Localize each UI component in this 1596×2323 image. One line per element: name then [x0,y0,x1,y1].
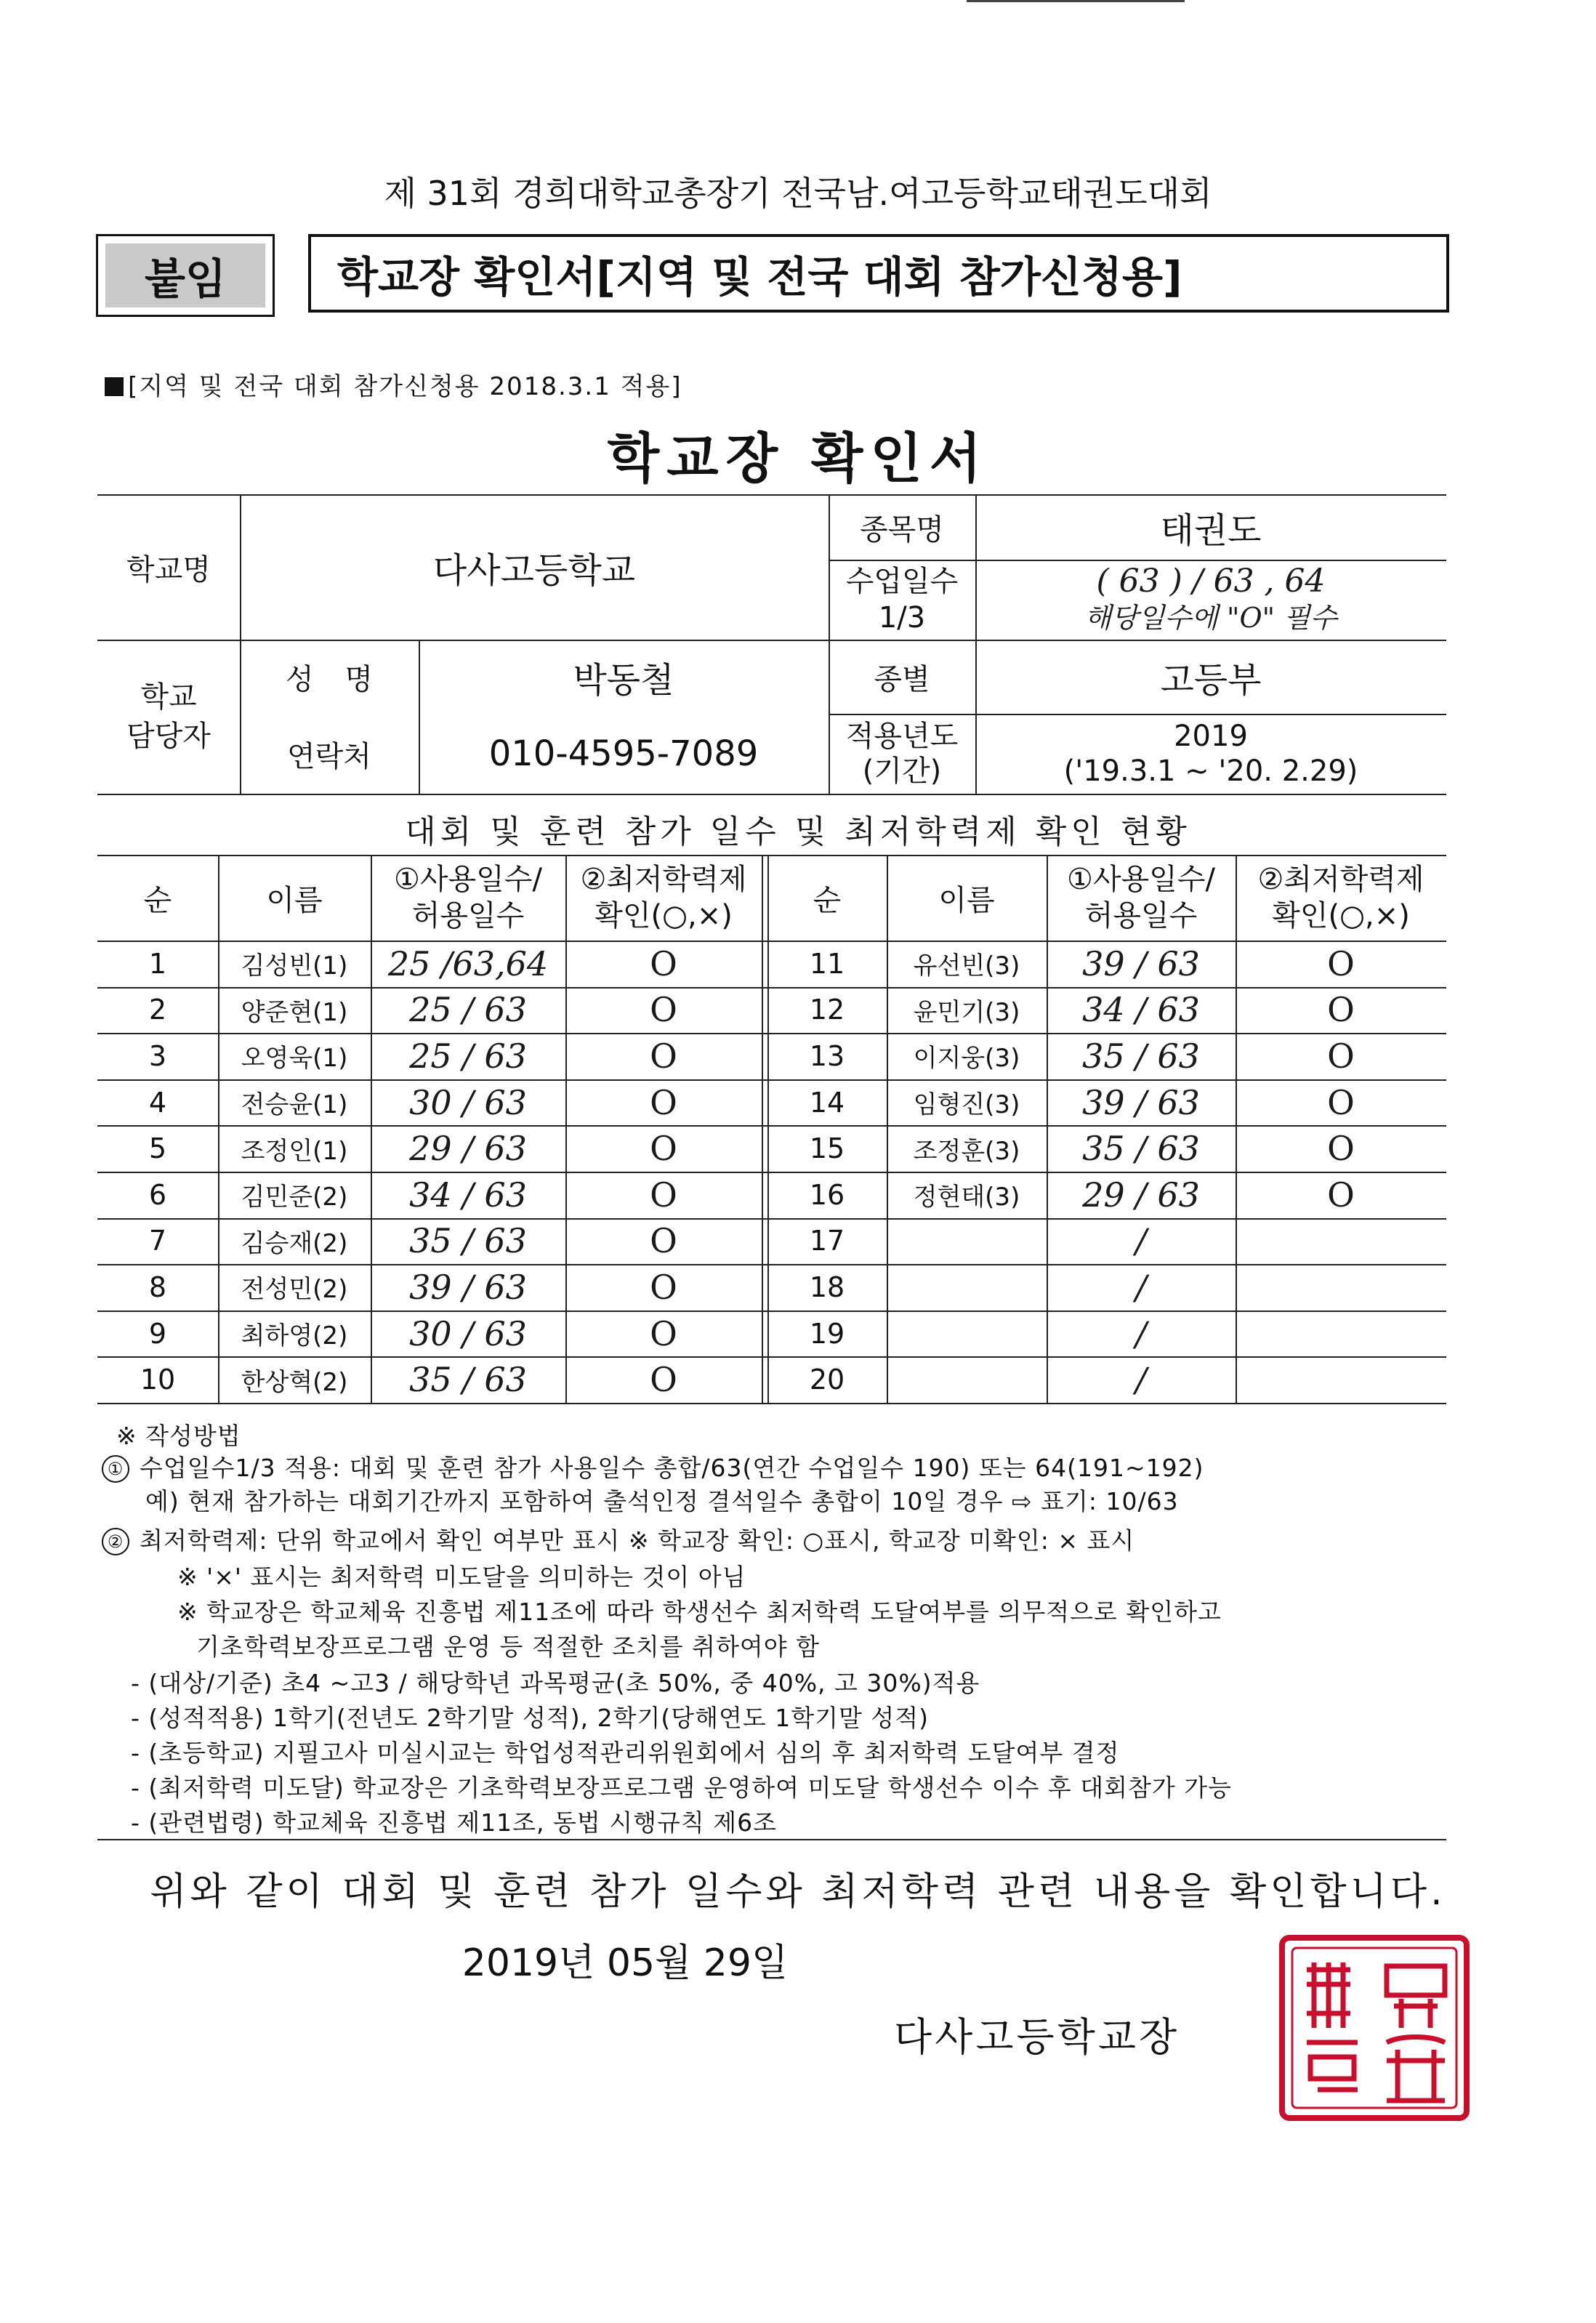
student-name [887,1218,1047,1265]
staff-label-1: 학교 [140,680,197,714]
days-used-value: 39 / 63 [409,1267,527,1307]
header-days-2: 허용일수 [411,899,525,933]
student-name [887,1264,1047,1311]
days-used-value: / [1135,1360,1147,1400]
days-used-value: 25 / 63 [409,990,527,1030]
days-used-value: 34 / 63 [1082,990,1200,1030]
header-min-1: ②최저학력제 [580,863,747,896]
row-number: 4 [148,1086,167,1119]
header-name-right: 이름 [938,883,995,917]
student-name: 이지웅(3) [913,1044,1020,1074]
method-line-3 [102,1522,1134,1556]
row-number: 9 [148,1317,167,1350]
min-academic-check: O [650,943,677,983]
student-name: 한상혁(2) [241,1367,348,1397]
year-label-2: (기간) [862,754,942,788]
class-days-label-1: 수업일수 [845,565,959,598]
min-academic-check [1236,1311,1446,1357]
days-used-value: 39 / 63 [1082,1082,1200,1122]
method-line-1-text: 수업일수1/3 적용: 대회 및 훈련 참가 사용일수 총합/63(연간 수업일수 190) 또는 64(191~192) [140,1454,1204,1482]
student-name: 유선빈(3) [913,951,1020,981]
row-number: 20 [809,1364,845,1396]
student-name: 김민준(2) [241,1183,348,1212]
min-academic-check: O [650,1313,677,1353]
row-number: 7 [148,1225,167,1257]
bullet-square-icon [105,377,124,396]
method-line-7: - (대상/기준) 초4 ~고3 / 해당학년 과목평균(초 50%, 중 40%, 고 30%)적용 [131,1669,980,1697]
row-number: 2 [148,994,167,1026]
contact-label: 연락처 [287,739,371,773]
student-name: 양준현(1) [241,997,348,1027]
min-academic-check: O [1327,1036,1355,1076]
student-name: 오영욱(1) [241,1044,348,1074]
year-value [975,714,1446,794]
min-academic-check: O [650,1267,677,1307]
name-label: 성 명 [286,662,373,696]
header-days [371,855,565,941]
year-label-1: 적용년도 [845,720,959,753]
row-number: 5 [148,1132,167,1165]
method-line-4: ※ '×' 표시는 최저학력 미도달을 의미하는 것이 아님 [177,1563,746,1591]
min-academic-check [1236,1218,1446,1265]
min-academic-check: O [650,1360,677,1400]
student-name [887,1356,1047,1403]
min-academic-check: O [650,1129,677,1169]
rule [97,794,1446,795]
header-min-academic-right [1236,855,1446,941]
days-used-value: 30 / 63 [409,1082,527,1122]
days-used-value: / [1135,1221,1147,1261]
days-used-value: 35 / 63 [409,1221,527,1261]
staff-name: 박동철 [573,659,674,701]
method-line-1 [102,1449,1204,1483]
min-academic-check: O [650,1036,677,1076]
scan-edge-line [967,0,1185,2]
header-min-academic [565,855,762,941]
method-line-3-text: 최저학력제: 단위 학교에서 확인 여부만 표시 ※ 학교장 확인: ○표시, 학교장 미확인: × 표시 [140,1526,1135,1555]
days-used-value: 25 /63,64 [387,943,549,983]
header-name: 이름 [266,883,323,917]
event-value: 태권도 [1160,510,1262,551]
student-name: 정현태(3) [913,1183,1020,1212]
class-days-fraction: ( 63 ) / 63 , 64 [1096,563,1326,600]
staff-label-2: 담당자 [126,720,211,753]
row-number: 10 [140,1364,176,1396]
class-days-note: 해당일수에 "O" 필수 [1084,602,1337,634]
student-name: 임형진(3) [913,1090,1020,1120]
method-line-5: ※ 학교장은 학교체육 진흥법 제11조에 따라 학생선수 최저학력 도달여부를 의무적으로 확인하고 [177,1598,1222,1626]
row-number: 11 [809,947,845,980]
class-days-value [975,560,1446,640]
year-value-year: 2019 [1174,720,1248,753]
document-date: 2019년 05월 29일 [462,1941,789,1985]
row-number: 13 [809,1039,845,1072]
rule [97,1403,1446,1404]
row-number: 1 [148,947,167,980]
days-used-value: 29 / 63 [409,1129,527,1169]
days-used-value: / [1135,1313,1147,1353]
event-label: 종목명 [860,512,944,547]
school-label: 학교명 [126,552,211,587]
header-days-1: ①사용일수/ [1067,863,1215,896]
min-academic-check: O [650,1221,677,1261]
applicability-note-text: [지역 및 전국 대회 참가신청용 2018.3.1 적용] [128,372,682,401]
days-used-value: 34 / 63 [409,1175,527,1215]
row-number: 6 [148,1178,167,1211]
number-1-icon: ① [102,1455,129,1483]
class-days-label [829,560,975,640]
section-title: 대회 및 훈련 참가 일수 및 최저학력제 확인 현황 [405,813,1191,850]
school-name: 다사고등학교 [432,549,636,591]
min-academic-check: O [1327,1129,1355,1169]
student-name: 최하영(2) [241,1321,348,1351]
applicability-note [105,366,682,402]
rule [97,1839,1446,1840]
days-used-value: / [1135,1267,1147,1307]
method-line-6: 기초학력보장프로그램 운영 등 적절한 조치를 취하여야 함 [196,1632,821,1661]
row-number: 16 [809,1178,845,1211]
days-used-value: 35 / 63 [409,1360,527,1400]
header-min-2: 확인(○,×) [595,899,733,933]
student-name: 김성빈(1) [241,951,348,981]
min-academic-check: O [650,1175,677,1215]
student-name: 전성민(2) [241,1275,348,1305]
student-name: 윤민기(3) [913,997,1020,1027]
attach-label: 붙임 [96,234,275,317]
method-line-10: - (최저학력 미도달) 학교장은 기초학력보장프로그램 운영하여 미도달 학생선수 이수 후 대회참가 가능 [131,1774,1233,1802]
min-academic-check: O [1327,1175,1355,1215]
official-seal-stamp [1278,1933,1471,2122]
student-name: 김승재(2) [241,1228,348,1258]
class-days-label-2: 1/3 [878,601,926,635]
principal-title: 다사고등학교장 [894,2014,1180,2060]
min-academic-check [1236,1356,1446,1403]
row-number: 19 [809,1317,845,1350]
header-days-right [1047,855,1236,941]
student-name: 조정훈(3) [913,1136,1020,1166]
days-used-value: 39 / 63 [1082,943,1200,983]
min-academic-check: O [1327,943,1355,983]
method-line-11: - (관련법령) 학교체육 진흥법 제11조, 동법 시행규칙 제6조 [131,1808,777,1837]
days-used-value: 25 / 63 [409,1036,527,1076]
min-academic-check: O [1327,990,1355,1030]
method-line-8: - (성적적용) 1학기(전년도 2학기말 성적), 2학기(당해연도 1학기말 성적) [131,1704,930,1732]
row-number: 8 [148,1271,167,1303]
days-used-value: 30 / 63 [409,1313,527,1353]
row-number: 12 [809,994,845,1026]
header-days-2: 허용일수 [1084,899,1198,933]
row-number: 15 [809,1132,845,1165]
year-value-period: ('19.3.1 ~ '20. 2.29) [1063,754,1358,788]
rule [762,855,763,1403]
header-min-1: ②최저학력제 [1257,863,1424,896]
main-title: 학교장 확인서 [607,427,989,490]
student-name: 전승윤(1) [241,1090,348,1120]
days-used-value: 35 / 63 [1082,1036,1200,1076]
days-used-value: 35 / 63 [1082,1129,1200,1169]
row-number: 3 [148,1039,167,1072]
student-name: 조정인(1) [241,1136,348,1166]
division-label: 종별 [874,662,930,696]
number-2-icon: ② [102,1528,129,1555]
student-name [887,1311,1047,1357]
header-min-2: 확인(○,×) [1272,899,1410,933]
method-line-9: - (초등학교) 지필고사 미실시교는 학업성적관리위원회에서 심의 후 최저학력 도달여부 결정 [131,1739,1120,1767]
year-label [829,714,975,794]
min-academic-check: O [650,990,677,1030]
row-number: 14 [809,1086,845,1119]
confirmation-statement: 위와 같이 대회 및 훈련 참가 일수와 최저학력 관련 내용을 확인합니다. [150,1870,1446,1914]
contact-value: 010-4595-7089 [488,733,759,774]
days-used-value: 29 / 63 [1082,1175,1200,1215]
header-no: 순 [143,883,172,917]
method-line-2: 예) 현재 참가하는 대회기간까지 포함하여 출석인정 결석일수 총합이 10일 경우 ⇨ 표기: 10/63 [145,1487,1179,1515]
header-days-1: ①사용일수/ [394,863,542,896]
contest-title: 제 31회 경희대학교총장기 전국남.여고등학교태권도대회 [384,174,1212,213]
division-value: 고등부 [1160,659,1262,701]
min-academic-check: O [650,1082,677,1122]
min-academic-check [1236,1264,1446,1311]
row-number: 17 [809,1225,845,1257]
method-title: ※ 작성방법 [116,1422,241,1450]
row-number: 18 [809,1271,845,1303]
document-title: 학교장 확인서[지역 및 전국 대회 참가신청용] [308,234,1449,313]
header-no-right: 순 [813,883,842,917]
staff-label [97,640,240,794]
min-academic-check: O [1327,1082,1355,1122]
